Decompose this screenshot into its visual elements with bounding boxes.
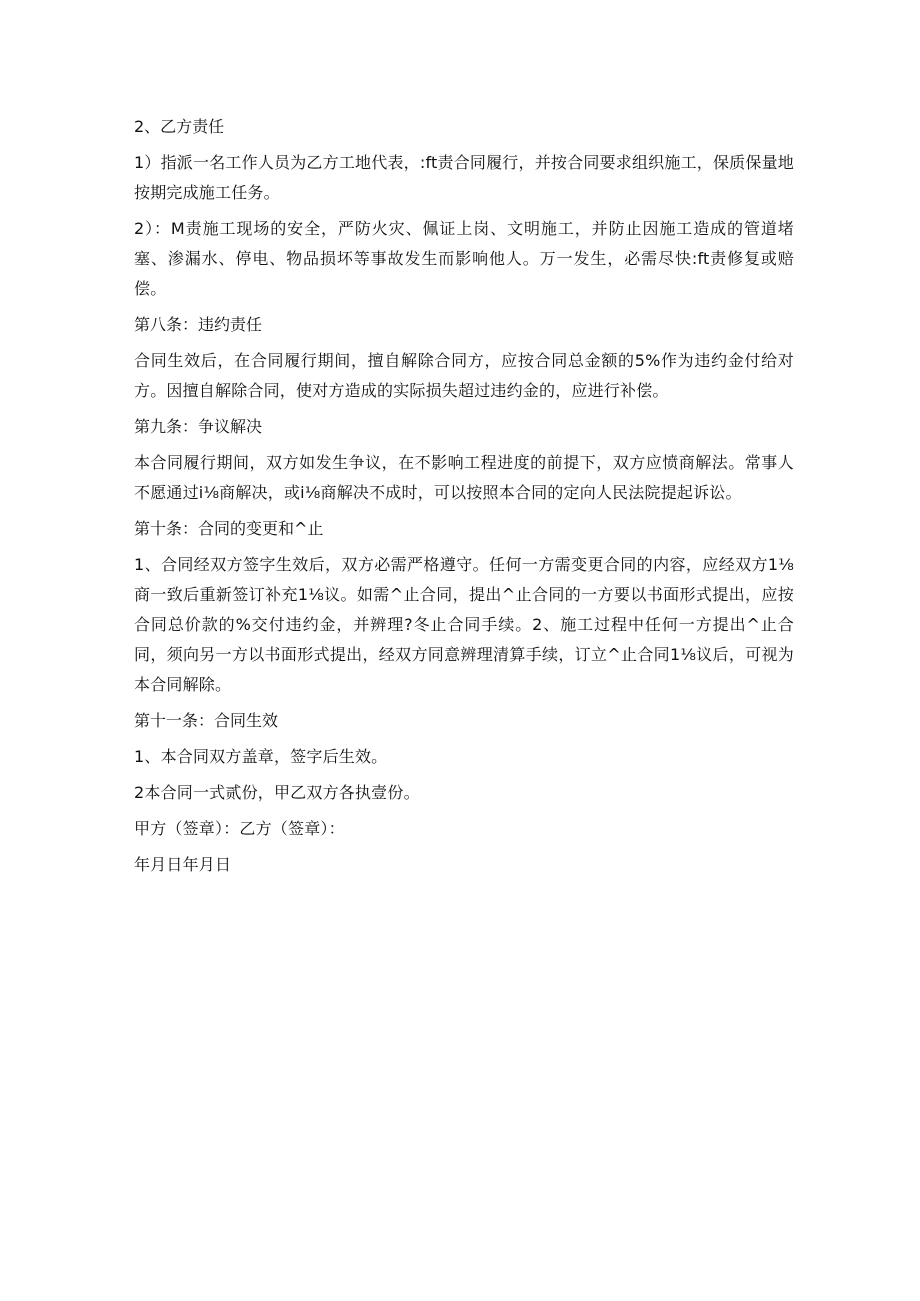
article-8-text: 合同生效后，在合同履行期间，擅自解除合同方，应按合同总金额的5%作为违约金付给对方。因擅自解除合同，使对方造成的实际损失超过违约金的，应进行补偿。 — [134, 351, 794, 400]
article-10-heading: 第十条：合同的变更和^止 — [134, 519, 324, 538]
clause-2-2: 2）：M责施工现场的安全，严防火灾、佩证上岗、文明施工，并防止因施工造成的管道堵塞、渗漏水、停电、物品损坏等事故发生而影响他人。万一发生，必需尽快:ft责修复或赔偿。 — [134, 219, 794, 298]
signature-line: 甲方（签章）：乙方（签章）： — [134, 819, 345, 838]
date-line: 年月日年月日 — [134, 855, 232, 874]
article-11-item-2: 2本合同一式贰份，甲乙双方各执壹份。 — [134, 783, 420, 802]
article-9-heading: 第九条：争议解决 — [134, 417, 263, 436]
article-10-text: 1、合同经双方签字生效后，双方必需严格遵守。任何一方需变更合同的内容，应经双方1⅛商一致后重新签订补充1⅛议。如需^止合同，提出^止合同的一方要以书面形式提出，应按合同总价款的%交付违约金，并辨理?冬止合同手续。2、施工过程中任何一方提出^止合同，须向另一方以书面形式提出，经双方同意辨理清算手续，订立^止合同1⅛议后，可视为本合同解除。 — [134, 555, 794, 694]
article-11-item-1: 1、本合同双方盖章，签字后生效。 — [134, 747, 388, 766]
clause-2-1: 1）指派一名工作人员为乙方工地代表，:ft责合同履行，并按合同要求组织施工，保质保量地按期完成施工任务。 — [134, 153, 794, 202]
section-heading-party-b-responsibility: 2、乙方责任 — [134, 117, 225, 136]
article-11-heading: 第十一条：合同生效 — [134, 711, 279, 730]
article-8-heading: 第八条：违约责任 — [134, 315, 263, 334]
article-9-text: 本合同履行期间，双方如发生争议，在不影响工程进度的前提下，双方应愤商解法。常事人不愿通过i⅛商解决，或i⅛商解决不成时，可以按照本合同的定向人民法院提起诉讼。 — [134, 453, 794, 502]
document-body — [134, 112, 794, 886]
